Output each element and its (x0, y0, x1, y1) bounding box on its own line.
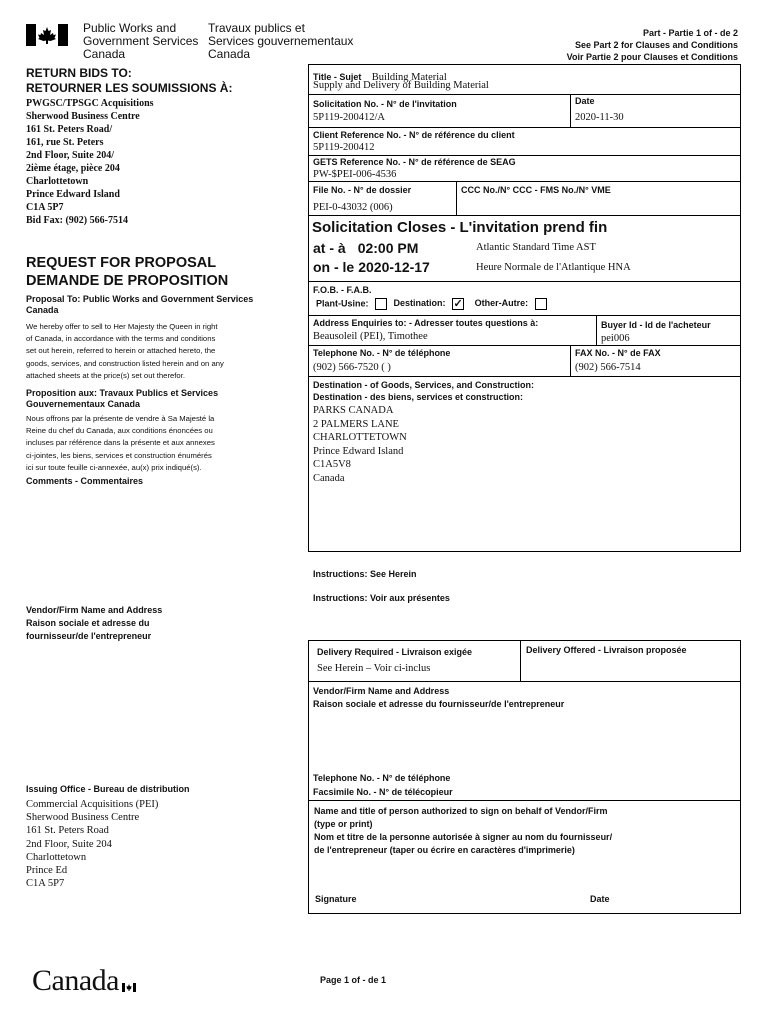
timezone-fr: Heure Normale de l'Atlantique HNA (476, 262, 631, 273)
rfp-title: REQUEST FOR PROPOSAL DEMANDE DE PROPOSITION (26, 255, 229, 289)
solicitation-number-value: 5P119-200412/A (313, 112, 385, 123)
fax-value: (902) 566-7514 (575, 362, 641, 373)
title-field: Title - Sujet Building Material (313, 72, 447, 83)
return-bids-title: RETURN BIDS TO: RETOURNER LES SOUMISSIONS À: (26, 66, 233, 95)
issuing-office-address: Commercial Acquisitions (PEI) Sherwood Business Centre 161 St. Peters Road 2nd Floor, Suite 204 Charlottetown Prince Ed C1A 5P7 (26, 799, 159, 890)
destination-label: Destination - of Goods, Services, and Construction: Destination - des biens, services et construction: (313, 380, 535, 402)
fob-options: Plant-Usine: Destination: ✓ Other-Autre: (316, 298, 547, 310)
proposal-text: We hereby offer to sell to Her Majesty the Queen in right of Canada, in accordance with the terms and conditions set out herein, referred to herein or attached hereto, the goods, services, and construction listed herein and on any attached sheets at the price(s) set out therefor. (26, 322, 224, 380)
closing-date: on - le 2020-12-17 (313, 259, 430, 275)
timezone-en: Atlantic Standard Time AST (476, 242, 596, 253)
solicitation-number-label: Solicitation No. - N° de l'invitation (313, 99, 457, 109)
proposal-to: Proposal To: Public Works and Government Services Canada (26, 294, 254, 315)
date-value: 2020-11-30 (575, 112, 624, 123)
file-number-label: File No. - N° de dossier (313, 185, 412, 195)
signature-date-label[interactable]: Date (590, 894, 610, 904)
other-autre-checkbox[interactable] (535, 298, 547, 310)
buyer-id-value: pei006 (601, 333, 630, 344)
vendor-firm-label[interactable]: Vendor/Firm Name and Address Raison sociale et adresse du fournisseur/de l'entrepreneur (313, 686, 565, 709)
plant-usine-checkbox[interactable] (375, 298, 387, 310)
department-name-fr: Travaux publics et Services gouvernementaux Canada (208, 21, 354, 61)
instructions-fr: Instructions: Voir aux présentes (313, 593, 450, 603)
delivery-required-value: See Herein – Voir ci-inclus (317, 663, 431, 674)
telephone-label: Telephone No. - N° de téléphone (313, 348, 451, 358)
title-value: Supply and Delivery of Building Material (313, 80, 489, 91)
vendor-firm-label-left: Vendor/Firm Name and Address Raison sociale et adresse du fournisseur/de l'entrepreneur (26, 605, 163, 641)
fob-label: F.O.B. - F.A.B. (313, 285, 372, 295)
delivery-required-label: Delivery Required - Livraison exigée (317, 647, 473, 657)
client-reference-label: Client Reference No. - N° de référence du client (313, 130, 515, 140)
proposition-aux: Proposition aux: Travaux Publics et Services Gouvernementaux Canada (26, 388, 219, 409)
telephone-value: (902) 566-7520 ( ) (313, 362, 391, 373)
file-number-value: PEI-0-43032 (006) (313, 202, 393, 213)
buyer-id-label: Buyer Id - Id de l'acheteur (601, 320, 711, 330)
destination-address: PARKS CANADA 2 PALMERS LANE CHARLOTTETOWN Prince Edward Island C1A5V8 Canada (313, 405, 407, 484)
instructions-en: Instructions: See Herein (313, 569, 417, 579)
client-reference-value: 5P119-200412 (313, 142, 375, 153)
return-bids-address: PWGSC/TPSGC Acquisitions Sherwood Business Centre 161 St. Peters Road/ 161, rue St. Peters 2nd Floor, Suite 204/ 2ième étage, pièce 204 Charlottetown Prince Edward Island C1A 5P7 Bid Fax: (902) 566-7514 (26, 98, 154, 226)
comments-label: Comments - Commentaires (26, 476, 144, 486)
signature-label[interactable]: Signature (315, 894, 357, 904)
authorized-signer-label[interactable]: Name and title of person authorized to sign on behalf of Vendor/Firm (type or print) Nom et titre de la personne autorisée à signer au nom du fournisseur/ de l'entrepreneur (taper ou écrire en caractères d'imprimerie) (314, 806, 613, 855)
ccc-number-label: CCC No./N° CCC - FMS No./N° VME (461, 185, 611, 195)
delivery-offered-label[interactable]: Delivery Offered - Livraison proposée (526, 645, 687, 655)
proposition-text: Nous offrons par la présente de vendre à Sa Majesté la Reine du chef du Canada, aux conditions énoncées ou incluses par référence dans la présente et aux annexes ci-jointes, les biens, services et construction énumérés ici sur toute feuille ci-annexée, au(x) prix indiqué(s). (26, 414, 215, 472)
address-enquiries-value: Beausoleil (PEI), Timothee (313, 331, 428, 342)
part-indicator: Part - Partie 1 of - de 2 See Part 2 for Clauses and Conditions Voir Partie 2 pour Clauses et Conditions (566, 28, 738, 62)
flag-mark-icon (122, 966, 136, 975)
date-label: Date (575, 96, 595, 106)
page-number: Page 1 of - de 1 (320, 975, 387, 985)
canada-wordmark: Canada (32, 964, 119, 998)
canada-flag-logo (26, 24, 68, 46)
department-name-en: Public Works and Government Services Canada (83, 21, 199, 61)
address-enquiries-label: Address Enquiries to: - Adresser toutes questions à: (313, 318, 539, 328)
fax-label: FAX No. - N° de FAX (575, 348, 661, 358)
gets-reference-label: GETS Reference No. - N° de référence de SEAG (313, 157, 516, 167)
issuing-office-label: Issuing Office - Bureau de distribution (26, 784, 190, 794)
gets-reference-value: PW-$PEI-006-4536 (313, 169, 397, 180)
destination-checkbox[interactable]: ✓ (453, 298, 463, 310)
closing-time: at - à 02:00 PM (313, 240, 419, 256)
vendor-telephone-label[interactable]: Telephone No. - N° de téléphone Facsimile No. - N° de télécopieur (313, 773, 453, 797)
solicitation-closes-label: Solicitation Closes - L'invitation prend fin (312, 219, 608, 236)
